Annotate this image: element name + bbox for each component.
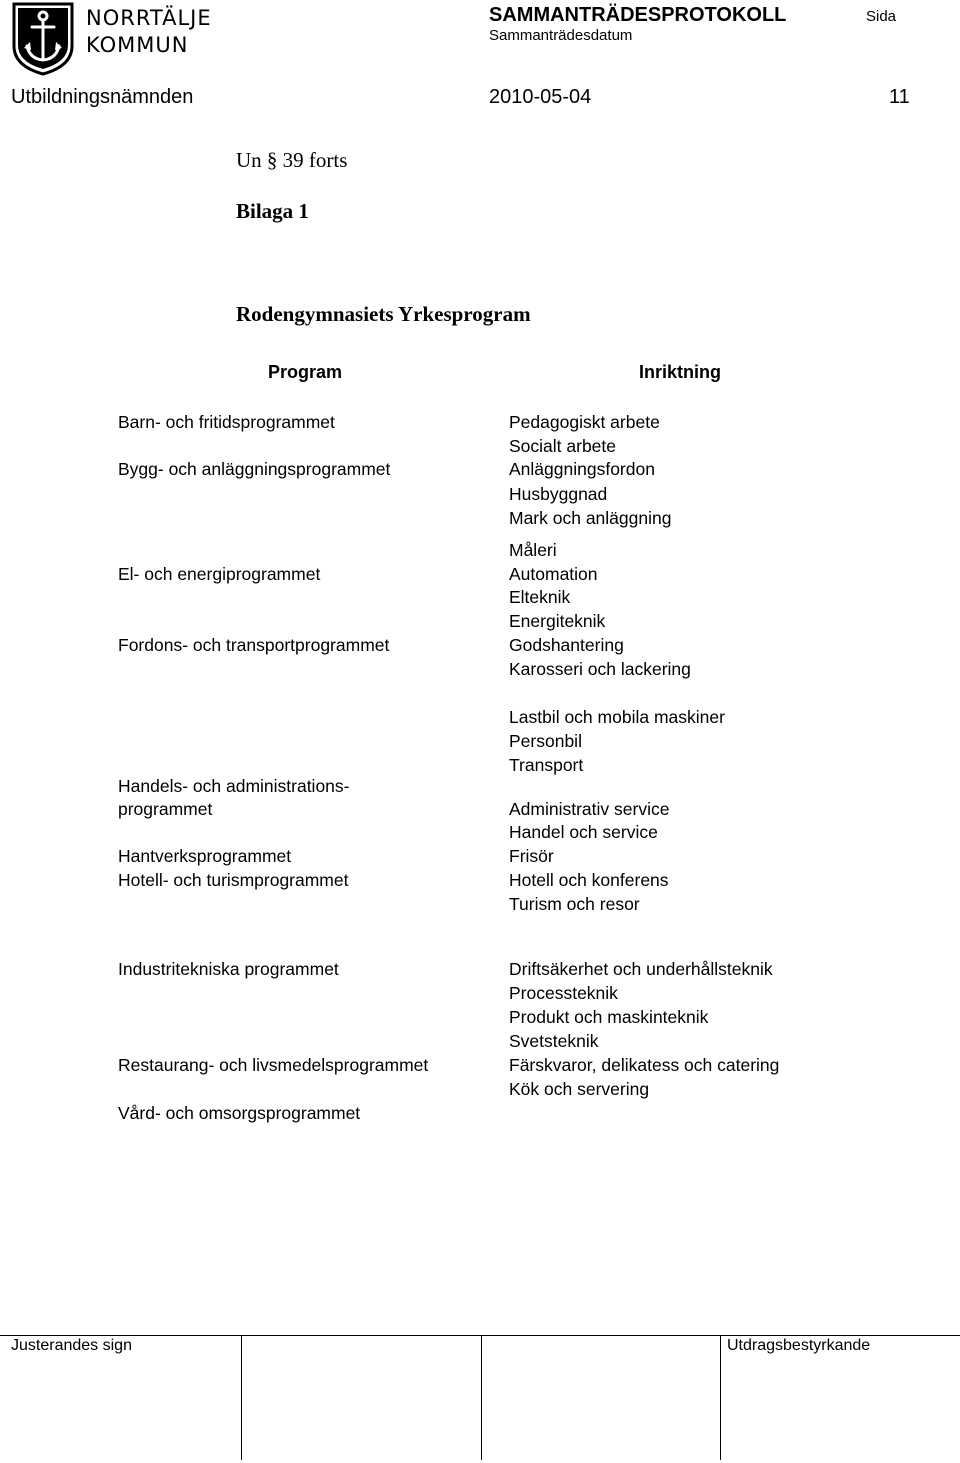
committee-name: Utbildningsnämnden (11, 86, 194, 108)
program-item: Industritekniska programmet (118, 959, 339, 979)
inriktning-item: Hotell och konferens (509, 870, 669, 890)
inriktning-item: Färskvaror, delikatess och catering (509, 1055, 780, 1075)
anchor-crest-icon (12, 2, 74, 76)
program-item: Restaurang- och livsmedelsprogrammet (118, 1055, 429, 1075)
page-label: Sida (866, 8, 897, 25)
footer-column-divider (720, 1335, 721, 1460)
extract-certified-label: Utdragsbestyrkande (727, 1337, 871, 1354)
inriktning-item: Produkt och maskinteknik (509, 1007, 709, 1027)
inriktning-item: Turism och resor (509, 894, 640, 914)
inriktning-item: Kök och servering (509, 1079, 650, 1099)
section-title: Rodengymnasiets Yrkesprogram (236, 302, 531, 326)
inriktning-item: Administrativ service (509, 799, 670, 819)
inriktning-item: Pedagogiskt arbete (509, 412, 660, 432)
inriktning-item: Godshantering (509, 635, 624, 655)
inriktning-item: Personbil (509, 731, 582, 751)
paragraph-reference: Un § 39 forts (236, 148, 348, 172)
inriktning-item: Processteknik (509, 983, 618, 1003)
program-item: Fordons- och transportprogrammet (118, 635, 390, 655)
document-type-title: SAMMANTRÄDESPROTOKOLL (489, 4, 787, 26)
inriktning-item: Husbyggnad (509, 484, 608, 504)
program-item: Bygg- och anläggningsprogrammet (118, 459, 391, 479)
inriktning-item: Anläggningsfordon (509, 459, 655, 479)
inriktning-item: Transport (509, 755, 584, 775)
program-item: Handels- och administrations- (118, 776, 350, 796)
footer-column-divider (241, 1335, 242, 1460)
inriktning-item: Svetsteknik (509, 1031, 599, 1051)
inriktning-item: Lastbil och mobila maskiner (509, 707, 725, 727)
column-header-program: Program (268, 362, 343, 382)
inriktning-item: Energiteknik (509, 611, 606, 631)
inriktning-item: Måleri (509, 540, 557, 560)
inriktning-item: Socialt arbete (509, 436, 617, 456)
appendix-label: Bilaga 1 (236, 199, 309, 223)
program-item-continued: programmet (118, 799, 213, 819)
org-name-line1: NORRTÄLJE (86, 6, 212, 30)
meeting-date: 2010-05-04 (489, 86, 592, 108)
inriktning-item: Automation (509, 564, 598, 584)
meeting-date-label: Sammanträdesdatum (489, 27, 633, 44)
footer-divider (0, 1335, 960, 1336)
inriktning-item: Mark och anläggning (509, 508, 672, 528)
inriktning-item: Driftsäkerhet och underhållsteknik (509, 959, 773, 979)
program-item: Hotell- och turismprogrammet (118, 870, 349, 890)
signature-label: Justerandes sign (11, 1337, 132, 1354)
program-item: El- och energiprogrammet (118, 564, 321, 584)
program-item: Barn- och fritidsprogrammet (118, 412, 335, 432)
org-name-line2: KOMMUN (86, 33, 189, 57)
inriktning-item: Handel och service (509, 822, 658, 842)
footer-column-divider (481, 1335, 482, 1460)
program-item: Hantverksprogrammet (118, 846, 292, 866)
page-number: 11 (889, 86, 910, 108)
inriktning-item: Frisör (509, 846, 554, 866)
inriktning-item: Karosseri och lackering (509, 659, 691, 679)
inriktning-item: Elteknik (509, 587, 571, 607)
column-header-inriktning: Inriktning (639, 362, 721, 382)
program-item: Vård- och omsorgsprogrammet (118, 1103, 361, 1123)
